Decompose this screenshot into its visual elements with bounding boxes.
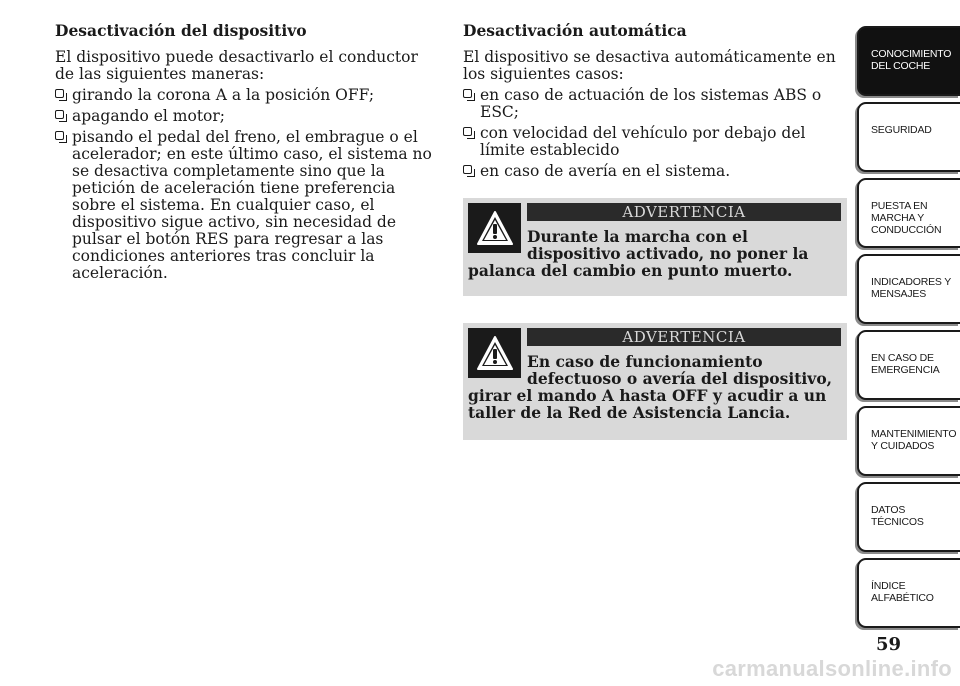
list-item-text: pisando el pedal del freno, el embrague o el acelerador; en este último caso, el sistema no se desactiva completamente sino que la petición de aceleración tiene preferencia sobre el sistema. En cualquier caso, el dispositivo sigue activo, sin necesidad de pulsar el botón RES para regresar a las condiciones anteriores tras concluir la aceleración. [72,128,432,282]
list-item [463,125,848,159]
warning-box [463,323,847,440]
tab-indice-alfabetico[interactable]: ÍNDICE ALFABÉTICO [857,558,960,628]
warning-title: ADVERTENCIA [527,203,841,221]
list-item [55,108,440,125]
chapter-tabs [857,26,960,634]
right-column [463,22,848,184]
warning-triangle-icon [468,328,521,378]
watermark: carmanualsonline.info [712,656,952,681]
checkbox-bullet-icon [463,89,472,98]
tab-mantenimiento[interactable]: MANTENIMIENTO Y CUIDADOS [857,406,960,476]
checkbox-bullet-icon [55,110,64,119]
list-item [463,163,848,180]
tab-datos-tecnicos[interactable]: DATOS TÉCNICOS [857,482,960,552]
tab-conocimiento-del-coche[interactable]: CONOCIMIENTO DEL COCHE [857,26,960,96]
list-item-text: girando la corona A a la posición OFF; [72,86,375,104]
section-heading-manual-deactivation: Desactivación del dispositivo [55,21,307,40]
checkbox-bullet-icon [55,131,64,140]
tab-indicadores-y-mensajes[interactable]: INDICADORES Y MENSAJES [857,254,960,324]
warning-triangle-icon [468,203,521,253]
list-item-text: apagando el motor; [72,107,226,125]
tab-seguridad[interactable]: SEGURIDAD [857,102,960,172]
list-item-text: en caso de actuación de los sistemas ABS o ESC; [480,86,822,121]
list-item-text: con velocidad del vehículo por debajo del límite establecido [480,124,806,159]
warning-text: Durante la marcha con el dispositivo activado, no poner la palanca del cambio en punto muerto. [468,227,809,280]
list-item [55,129,440,282]
left-column [55,22,440,286]
bullet-list [463,87,848,180]
warning-title: ADVERTENCIA [527,328,841,346]
intro-paragraph: El dispositivo puede desactivarlo el conductor de las siguientes maneras: [55,48,418,83]
tab-en-caso-de-emergencia[interactable]: EN CASO DE EMERGENCIA [857,330,960,400]
list-item [55,87,440,104]
page-number: 59 [876,634,902,655]
bullet-list [55,87,440,282]
warning-text: En caso de funcionamiento defectuoso o avería del dispositivo, girar el mando A hasta OFF y acudir a un taller de la Red de Asistencia Lancia. [468,352,833,422]
list-item [463,87,848,121]
tab-puesta-en-marcha[interactable]: PUESTA EN MARCHA Y CONDUCCIÓN [857,178,960,248]
checkbox-bullet-icon [463,165,472,174]
section-heading-automatic-deactivation: Desactivación automática [463,21,687,40]
checkbox-bullet-icon [463,127,472,136]
intro-paragraph: El dispositivo se desactiva automáticamente en los siguientes casos: [463,48,836,83]
warning-box [463,198,847,296]
checkbox-bullet-icon [55,89,64,98]
list-item-text: en caso de avería en el sistema. [480,162,731,180]
